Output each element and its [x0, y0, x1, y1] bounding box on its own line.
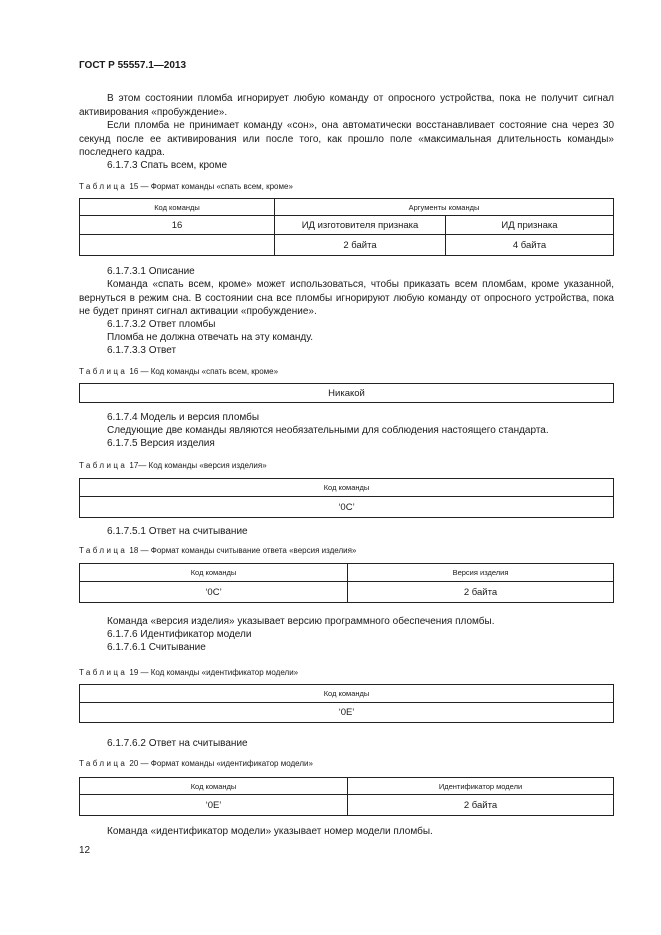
- section-heading: 6.1.7.3.3 Ответ: [107, 345, 177, 356]
- table-cell: ‘0E’: [80, 703, 614, 723]
- table-caption: Таблица 17— Код команды «версия изделия»: [79, 461, 267, 470]
- table-cell: [80, 235, 275, 256]
- table-header-cell: Аргументы команды: [275, 199, 614, 216]
- paragraph: Команда «идентификатор модели» указывает номер модели пломбы.: [107, 826, 433, 837]
- table-cell: ‘0E’: [80, 795, 348, 816]
- section-heading: 6.1.7.6 Идентификатор модели: [107, 629, 252, 640]
- page-number: 12: [79, 845, 91, 856]
- table-caption: Таблица 19 — Код команды «идентификатор модели»: [79, 668, 299, 677]
- table-cell: 2 байта: [348, 582, 614, 603]
- table-caption: Таблица 16 — Код команды «спать всем, кроме»: [79, 367, 279, 376]
- table-15: [79, 198, 614, 256]
- section-heading: 6.1.7.3.2 Ответ пломбы: [107, 319, 216, 330]
- table-cell: ИД признака: [446, 216, 614, 235]
- table-cell: 4 байта: [446, 235, 614, 256]
- table-18: [79, 563, 614, 603]
- paragraph: Следующие две команды являются необязательными для соблюдения настоящего стандарта.: [107, 425, 549, 436]
- table-17: [79, 478, 614, 518]
- table-cell: ‘0C’: [80, 582, 348, 603]
- section-heading: 6.1.7.4 Модель и версия пломбы: [107, 412, 260, 423]
- table-cell: 16: [80, 216, 275, 235]
- paragraph: Команда «версия изделия» указывает версию программного обеспечения пломбы.: [107, 616, 495, 627]
- section-heading: 6.1.7.6.2 Ответ на считывание: [107, 738, 248, 749]
- section-heading: 6.1.7.6.1 Считывание: [107, 642, 206, 653]
- table-16: [79, 383, 614, 403]
- table-cell: ИД изготовителя признака: [275, 216, 446, 235]
- section-heading: 6.1.7.3 Спать всем, кроме: [107, 160, 228, 171]
- table-header-cell: Код команды: [80, 479, 614, 497]
- table-header-cell: Код команды: [80, 199, 275, 216]
- table-cell: Никакой: [80, 384, 614, 403]
- paragraph: В этом состоянии пломба игнорирует любую команду от опросного устройства, пока не получит сигнал активирования «пробуждение».: [79, 93, 614, 118]
- table-caption: Таблица 15 — Формат команды «спать всем, кроме»: [79, 182, 293, 191]
- table-20: [79, 777, 614, 816]
- table-cell: ‘0C’: [80, 497, 614, 518]
- table-header-cell: Код команды: [80, 564, 348, 582]
- table-caption: Таблица 18 — Формат команды считывание ответа «версия изделия»: [79, 546, 357, 555]
- table-cell: 2 байта: [348, 795, 614, 816]
- table-header-cell: Код команды: [80, 685, 614, 703]
- table-caption: Таблица 20 — Формат команды «идентификатор модели»: [79, 759, 313, 768]
- section-heading: 6.1.7.5 Версия изделия: [107, 438, 215, 449]
- table-cell: 2 байта: [275, 235, 446, 256]
- table-19: [79, 684, 614, 723]
- section-heading: 6.1.7.3.1 Описание: [107, 266, 195, 277]
- table-header-cell: Версия изделия: [348, 564, 614, 582]
- section-heading: 6.1.7.5.1 Ответ на считывание: [107, 526, 248, 537]
- document-header: ГОСТ Р 55557.1—2013: [79, 60, 187, 71]
- table-header-cell: Идентификатор модели: [348, 778, 614, 795]
- paragraph: Если пломба не принимает команду «сон», она автоматически восстанавливает состояние сна через 30 секунд после ее активирования или после того, как прошло поле «максимальная длительность команды» последнего кадра.: [79, 120, 614, 159]
- paragraph: Пломба не должна отвечать на эту команду.: [107, 332, 314, 343]
- paragraph: Команда «спать всем, кроме» может использоваться, чтобы приказать всем пломбам, кроме указанной, вернуться в режим сна. В состоянии сна все пломбы игнорируют любую команду от опросного устройства, пока не будет принят сигнал активации «пробуждение».: [79, 279, 614, 318]
- table-header-cell: Код команды: [80, 778, 348, 795]
